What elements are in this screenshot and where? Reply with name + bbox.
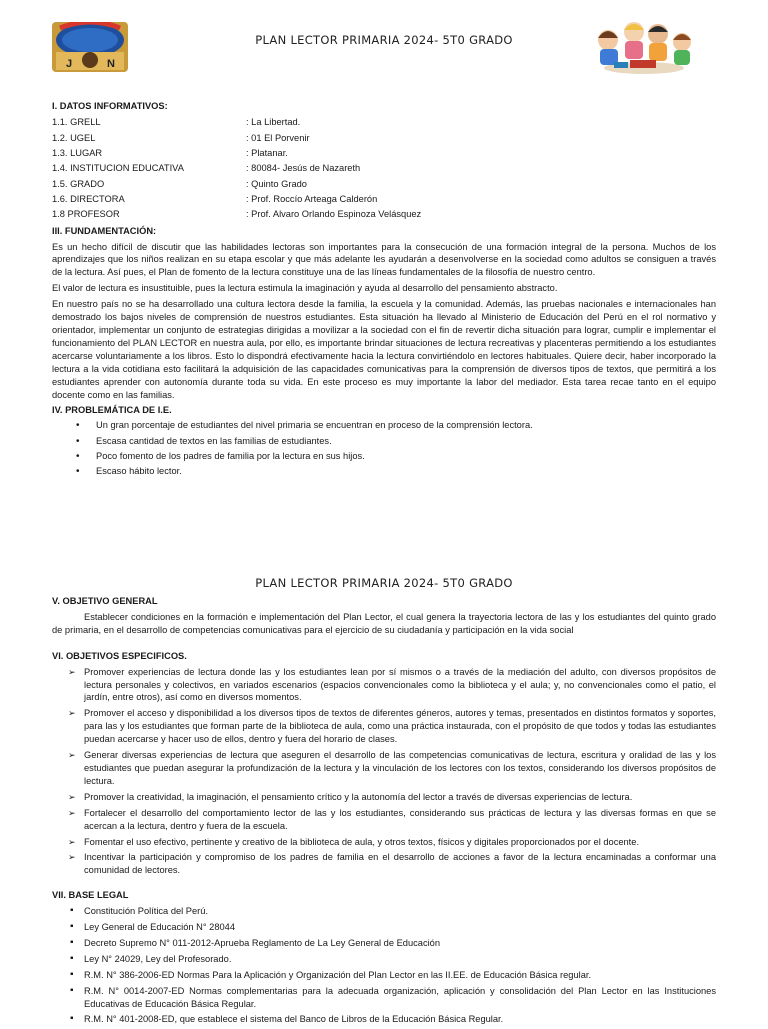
- list-item: ➢ Promover experiencias de lectura donde las y los estudiantes lean por sí mismos o a través de la mediación del adulto, con diversos propósitos de lectura personales y colectivos, en variados escenarios (espacios convencionales como la biblioteca y el aula; y, no convencionales como el patio, el jardín, entre otros), así como en diversos momentos.: [52, 666, 716, 705]
- list-item: ▪ Constitución Política del Perú.: [52, 905, 716, 918]
- info-value: : 01 El Porvenir: [246, 132, 310, 143]
- list-item: ➢ Fortalecer el desarrollo del comportamiento lector de las y los estudiantes, considerando sus prácticas de lectura y las diversas formas en que se acercan a la lectura, dentro y fuera de la escuela.: [52, 807, 716, 833]
- document-title-page-two: PLAN LECTOR PRIMARIA 2024- 5T0 GRADO: [255, 576, 513, 590]
- info-row: [52, 146, 716, 161]
- list-item: • Escasa cantidad de textos en las familias de estudiantes.: [52, 434, 716, 449]
- list-item: • Un gran porcentaje de estudiantes del nivel primaria se encuentran en proceso de la comprensión lectora.: [52, 418, 716, 433]
- school-logo-icon: [52, 22, 128, 72]
- list-item: ▪ R.M. N° 0014-2007-ED Normas complementarias para la adecuada organización, aplicación y consolidación del Plan Lector en las Instituciones Educativas de Educación Básica Regular.: [52, 985, 716, 1011]
- document-title: PLAN LECTOR PRIMARIA 2024- 5T0 GRADO: [255, 33, 513, 47]
- list-item: • Poco fomento de los padres de familia por la lectura en sus hijos.: [52, 449, 716, 464]
- problem-list: [52, 418, 716, 479]
- info-value: : Quinto Grado: [246, 178, 307, 189]
- list-item: ➢ Promover la creatividad, la imaginación, el pensamiento crítico y la autonomía del lector a través de diversas experiencias de lectura.: [52, 791, 716, 804]
- section-heading-objetivos-especificos: VI. OBJETIVOS ESPECIFICOS.: [52, 650, 187, 661]
- paragraph: Establecer condiciones en la formación e implementación del Plan Lector, el cual genera la trayectoria lectora de las y los estudiantes del quinto grado de primaria, en el desarrollo de competencias comunicativas para el ejercicio de su ciudadanía y participación en la vida social: [52, 611, 716, 635]
- section-heading-objetivo-general: V. OBJETIVO GENERAL: [52, 596, 158, 606]
- page-two-content: [52, 595, 716, 1029]
- info-label: 1.3. LUGAR: [52, 147, 103, 158]
- logo-letter-n: N: [107, 58, 115, 70]
- paragraph: El valor de lectura es insustituible, pues la lectura estimula la imaginación y ayuda al desarrollo del pensamiento abstracto.: [52, 283, 558, 294]
- list-item: ▪ Decreto Supremo N° 011-2012-Aprueba Reglamento de La Ley General de Educación: [52, 937, 716, 950]
- list-item: • Escaso hábito lector.: [52, 464, 716, 479]
- info-row: [52, 115, 716, 130]
- section-heading-datos-informativos: I. DATOS INFORMATIVOS:: [52, 101, 168, 111]
- section-heading-base-legal: VII. BASE LEGAL: [52, 890, 129, 901]
- paragraph: En nuestro país no se ha desarrollado una cultura lectora desde la familia, la escuela y la comunidad. Además, las pruebas nacionales e internacionales han demostrado los bajos niveles de comprensión de nuestros estudiantes. Esta situación ha llevado al Ministerio de Educación del Perú en el rol normativo y orientador, implementar un conjunto de estrategias dirigidas a movilizar a la sociedad con el fin de revertir dicha situación para lograr, cumplir e implementar el funcionamiento del PLAN LECTOR en nuestra aula, por ello, es importante brindar situaciones de lectura recreativas y placenteras permitiendo a los estudiantes acercarse voluntariamente a los libros. Esto lo dispondrá efectivamente hacia la lectura convirtiéndolo en lectores habituales. Quiere decir, haber incorporado la lectura a la vida cotidiana esto facilitará la adquisición de las capacidades comunicativas para la comprensión de diversos tipos de textos, que permitirá a los estudiantes aprender con autonomía durante toda su vida. En este proceso es muy importante la labor del mediador. Esta tarea recae tanto en el equipo docente como en las familias.: [52, 299, 716, 400]
- list-item: ➢ Generar diversas experiencias de lectura que aseguren el desarrollo de las competencias comunicativas de lectura, escritura y oralidad de las y los estudiantes que puedan asegurar la profundización de la lectura y la vinculación de los lectores con los textos, considerando los diversos propósitos de lectura.: [52, 749, 716, 788]
- info-row: [52, 207, 716, 222]
- info-row: [52, 130, 716, 145]
- info-value: : Prof. Roccío Arteaga Calderón: [246, 194, 378, 205]
- list-item: ➢ Incentivar la participación y compromiso de los padres de familia en el desarrollo de acciones a favor de la lectura encaminadas a conformar una comunidad de lectores.: [52, 851, 716, 877]
- info-label: 1.2. UGEL: [52, 132, 96, 143]
- info-value: : Prof. Alvaro Orlando Espinoza Velásquez: [246, 209, 422, 220]
- list-item: ▪ Ley General de Educación N° 28044: [52, 921, 716, 934]
- kids-reading-illustration-icon: [590, 18, 698, 76]
- info-row: [52, 176, 716, 191]
- list-item: ➢ Promover el acceso y disponibilidad a los diversos tipos de textos de diferentes géneros, autores y temas, presentados en distintos formatos y soportes, para las y los estudiantes que forman parte de la biblioteca de aula, como una práctica instaurada, con el propósito de que todos y todas las estudiantes puedan acercarse y hacer uso de ellos, dentro y fuera del horario de clases.: [52, 707, 716, 746]
- section-heading-fundamentacion: III. FUNDAMENTACIÓN:: [52, 225, 157, 236]
- legal-base-list: [52, 905, 716, 1026]
- info-label: 1.4. INSTITUCION EDUCATIVA: [52, 163, 184, 174]
- logo-letter-j: J: [66, 58, 73, 70]
- info-value: : 80084- Jesús de Nazareth: [246, 163, 361, 174]
- info-row: [52, 192, 716, 207]
- page-header: [0, 0, 768, 80]
- info-label: 1.8 PROFESOR: [52, 209, 120, 220]
- list-item: ➢ Fomentar el uso efectivo, pertinente y creativo de la biblioteca de aula, y otros textos, físicos y digitales proporcionados por el docente.: [52, 836, 716, 849]
- section-heading-problematica: IV. PROBLEMÁTICA DE I.E.: [52, 405, 172, 416]
- info-label: 1.5. GRADO: [52, 178, 105, 189]
- info-value: : Platanar.: [246, 147, 288, 158]
- info-label: 1.6. DIRECTORA: [52, 194, 125, 205]
- info-value: : La Libertad.: [246, 117, 301, 128]
- list-item: ▪ Ley N° 24029, Ley del Profesorado.: [52, 953, 716, 966]
- specific-objectives-list: [52, 666, 716, 878]
- info-row: [52, 161, 716, 176]
- page-one-content: [52, 100, 716, 479]
- list-item: ▪ R.M. N° 401-2008-ED, que establece el sistema del Banco de Libros de la Educación Básica Regular.: [52, 1013, 716, 1026]
- info-label: 1.1. GRELL: [52, 117, 101, 128]
- list-item: ▪ R.M. N° 386-2006-ED Normas Para la Aplicación y Organización del Plan Lector en las II.EE. de Educación Básica regular.: [52, 969, 716, 982]
- paragraph: Es un hecho difícil de discutir que las habilidades lectoras son importantes para la consecución de una formación integral de la persona. Muchos de los aprendizajes que los niños realizan en su etapa escolar y que más adelante les ayudarán a desenvolverse en la sociedad como adultos se consiguen a través de la lectura. Así pues, el Plan de fomento de la lectura constituye una de las líneas fundamentales de la filosofía de nuestro centro.: [52, 241, 716, 278]
